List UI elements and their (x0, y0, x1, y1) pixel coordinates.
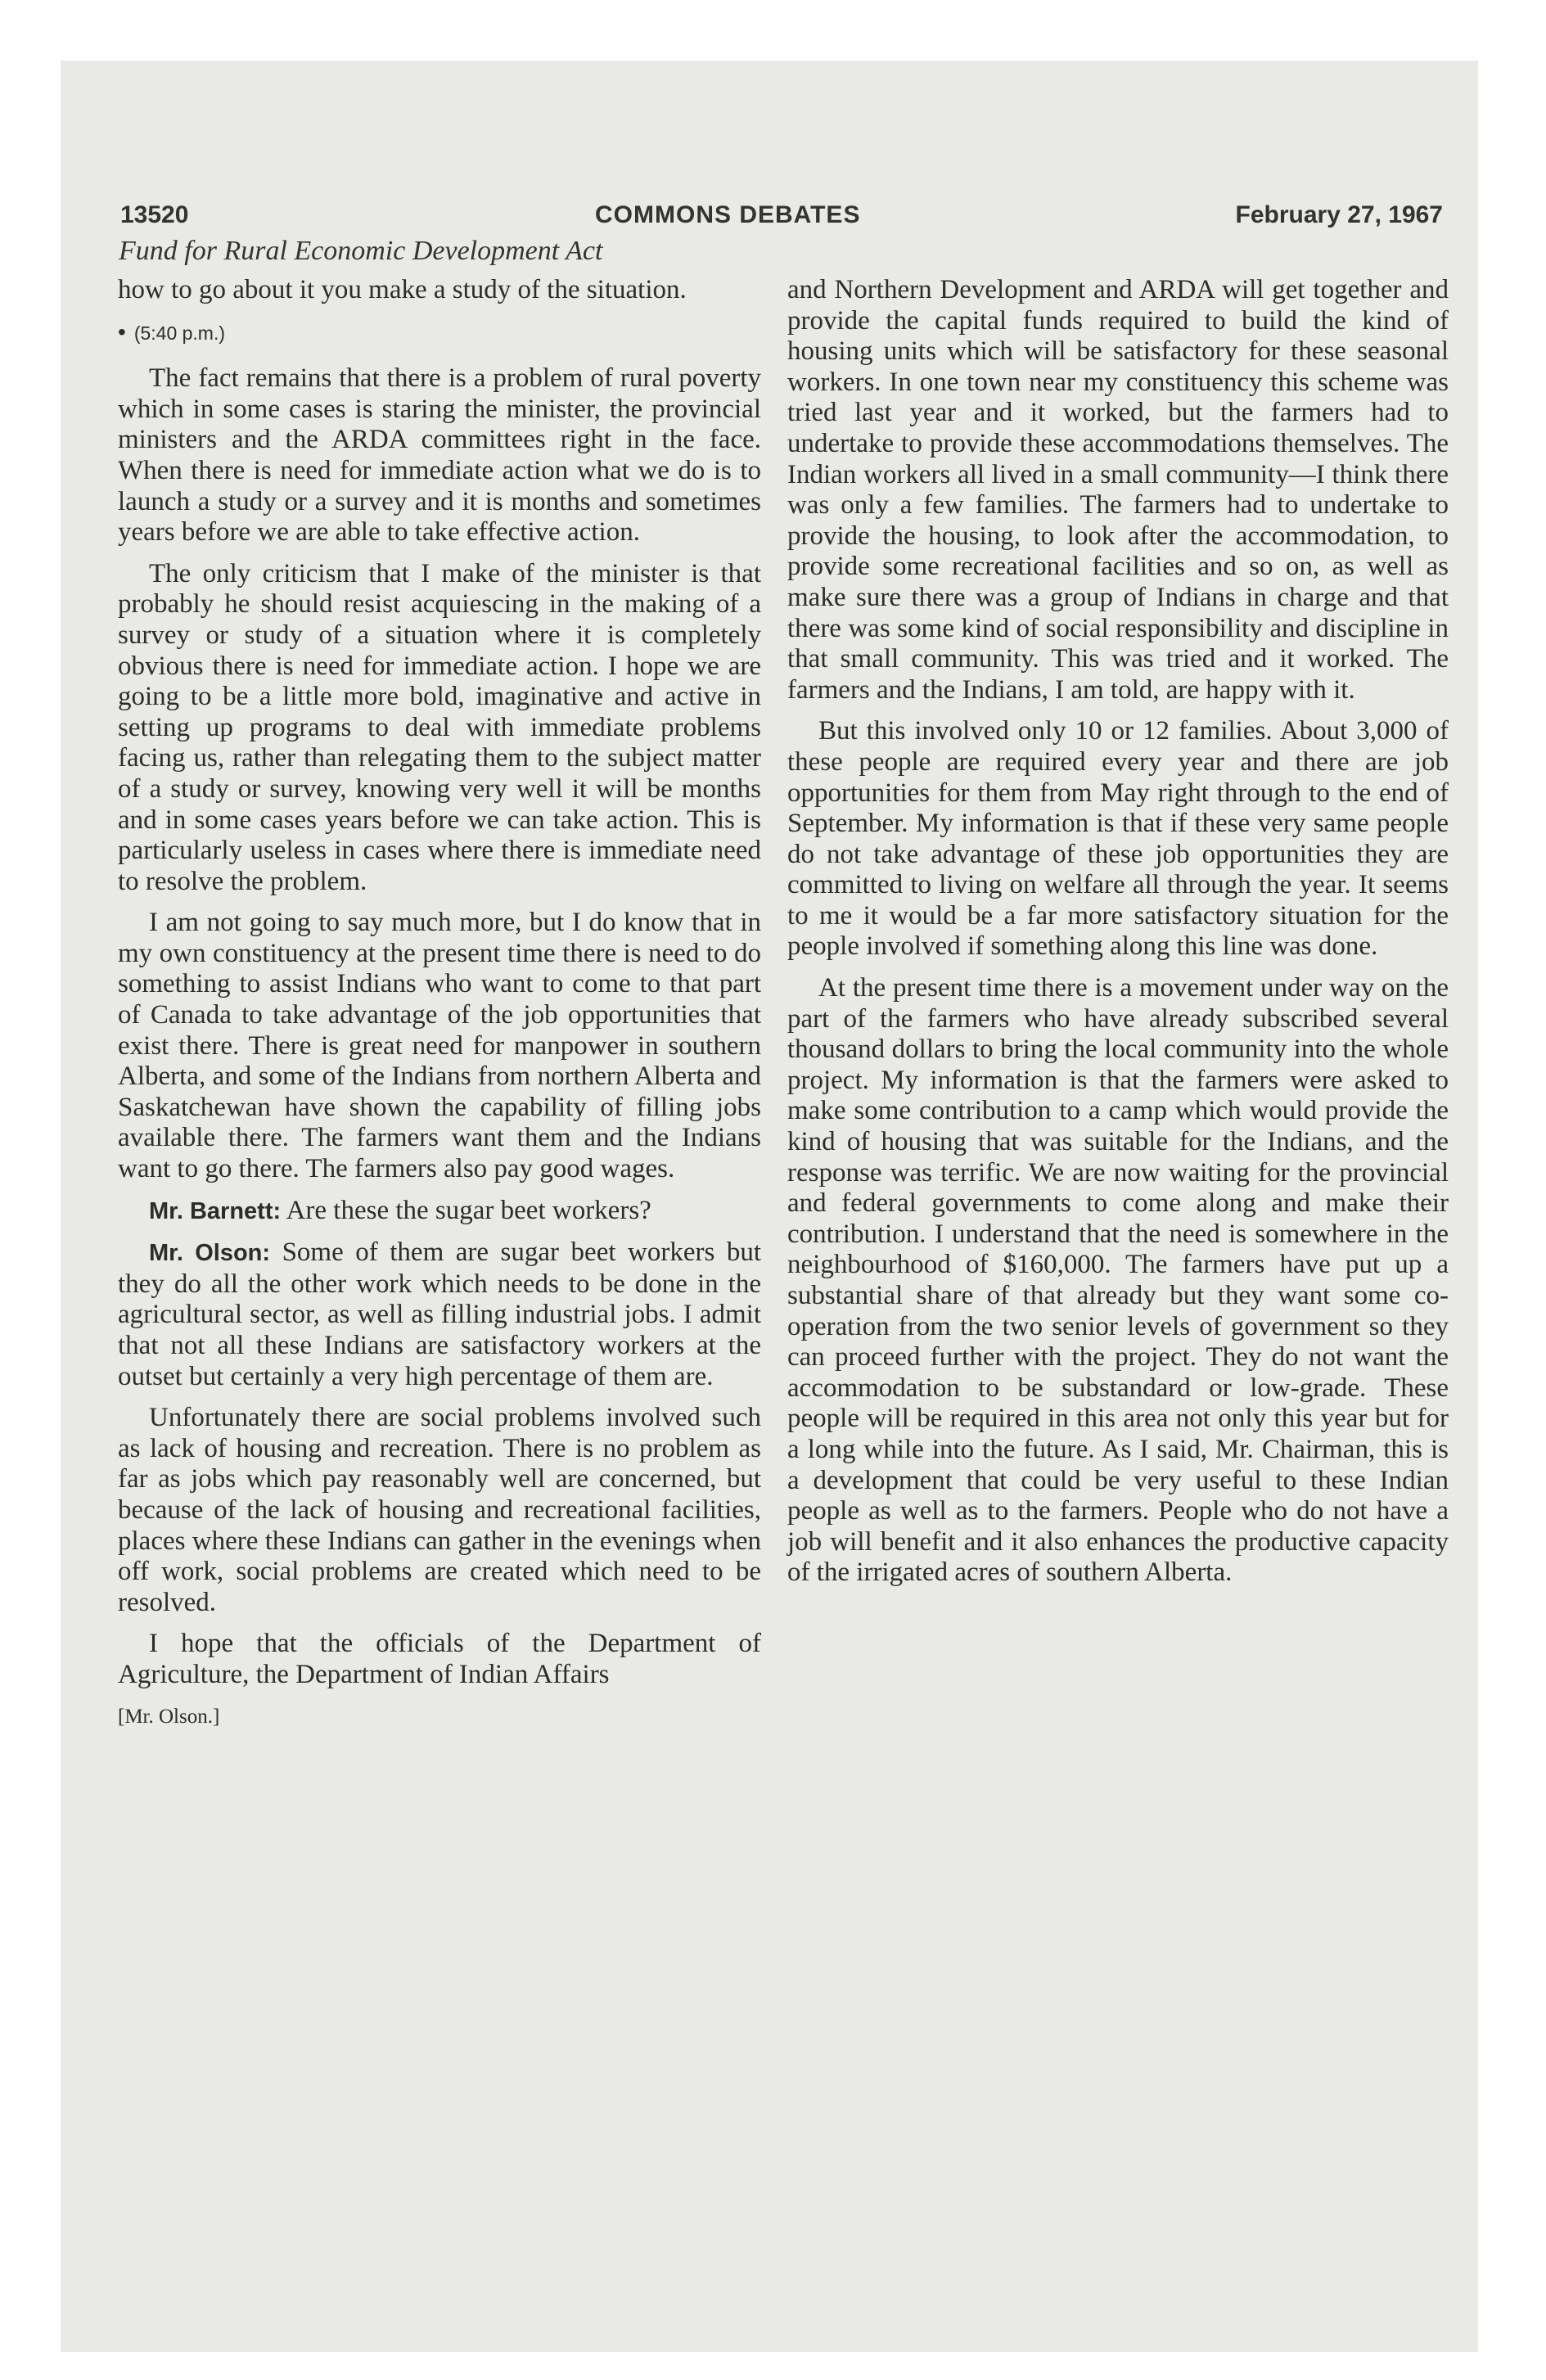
speech-text: Some of them are sugar beet workers but they do all the other work which needs to be done in the agricultural sector, as well as filling industrial jobs. I admit that not all these Indians are satisfactory workers at the outset but certainly a very high percentage of them are. (118, 1237, 761, 1391)
left-column (118, 275, 761, 1742)
page-date: February 27, 1967 (1235, 201, 1443, 228)
section-subheading: Fund for Rural Economic Development Act (119, 236, 603, 266)
page-header (120, 201, 1443, 241)
paragraph: and Northern Development and ARDA will get together and provide the capital funds required to build the kind of housing units which will be satisfactory for these seasonal workers. In one town near my constituency this scheme was tried last year and it worked, but the farmers had to undertake to provide these accommodations themselves. The Indian workers all lived in a small community—I think there was only a few families. The farmers had to undertake to provide the housing, to look after the accommodation, to provide some recreational facilities and so on, as well as make sure there was a group of Indians in charge and that there was some kind of social responsibility and discipline in that small community. This was tried and it worked. The farmers and the Indians, I am told, are happy with it. (787, 275, 1449, 705)
bullet-icon: • (118, 318, 126, 345)
paragraph: Unfortunately there are social problems involved such as lack of housing and recreation. There is no problem as far as jobs which pay reasonably well are concerned, but because of the lack of housing and recreational facilities, places where these Indians can gather in the evenings when off work, social problems are created which need to be resolved. (118, 1403, 761, 1617)
page-number: 13520 (120, 201, 189, 228)
right-column (787, 275, 1449, 1599)
speaker-name: Mr. Barnett: (149, 1197, 282, 1224)
speaker-name: Mr. Olson: (149, 1240, 271, 1267)
timestamp-text: (5:40 p.m.) (133, 322, 226, 344)
paragraph: The only criticism that I make of the minister is that probably he should resist acquiescing in the making of a survey or study of a situation where it is completely obvious there is need for immediate action. I hope we are going to be a little more bold, imaginative and active in setting up programs to deal with immediate problems facing us, rather than relegating them to the subject matter of a study or survey, knowing very well it will be months and in some cases years before we can take action. This is particularly useless in cases where there is immediate need to resolve the problem. (118, 558, 761, 896)
paragraph: But this involved only 10 or 12 families. About 3,000 of these people are required every year and there are job opportunities for them from May right through to the end of September. My information is that if these very same people do not take advantage of these job opportunities they are committed to living on welfare all through the year. It seems to me it would be a far more satisfactory situation for the people involved if something along this line was done. (787, 716, 1449, 962)
paragraph: I hope that the officials of the Department of Agriculture, the Department of Indian Affairs (118, 1629, 761, 1689)
paragraph: how to go about it you make a study of the situation. (118, 275, 687, 304)
speech-paragraph (118, 1196, 761, 1228)
paragraph: I am not going to say much more, but I do know that in my own constituency at the present time there is need to do something to assist Indians who want to come to that part of Canada to take advantage of the job opportunities that exist there. There is great need for manpower in southern Alberta, and some of the Indians from northern Alberta and Saskatchewan have shown the capability of filling jobs available there. The farmers want them and the Indians want to go there. The farmers also pay good wages. (118, 908, 761, 1184)
timestamp (118, 317, 761, 349)
speech-paragraph (118, 1237, 761, 1392)
speech-text: Are these the sugar beet workers? (286, 1195, 651, 1225)
paragraph: At the present time there is a movement under way on the part of the farmers who have already subscribed several thousand dollars to bring the local community into the whole project. My information is that the farmers were asked to make some contribution to a camp which would provide the kind of housing that was suitable for the Indians, and the response was terrific. We are now waiting for the provincial and federal governments to come along and make their contribution. I understand that the need is somewhere in the neighbourhood of $160,000. The farmers have put up a substantial share of that already but they want some co-operation from the two senior levels of government so they can proceed further with the project. They do not want the accommodation to be substandard or low-grade. These people will be required in this area not only this year but for a long while into the future. As I said, Mr. Chairman, this is a development that could be very useful to these Indian people as well as to the farmers. People who do not have a job will benefit and it also enhances the productive capacity of the irrigated acres of southern Alberta. (787, 973, 1449, 1588)
speaker-footer-tag: [Mr. Olson.] (118, 1705, 220, 1728)
paragraph: The fact remains that there is a problem of rural poverty which in some cases is staring the minister, the provincial ministers and the ARDA committees right in the face. When there is need for immediate action what we do is to launch a study or a survey and it is months and sometimes years before we are able to take effective action. (118, 363, 761, 548)
publication-title: COMMONS DEBATES (595, 201, 861, 228)
